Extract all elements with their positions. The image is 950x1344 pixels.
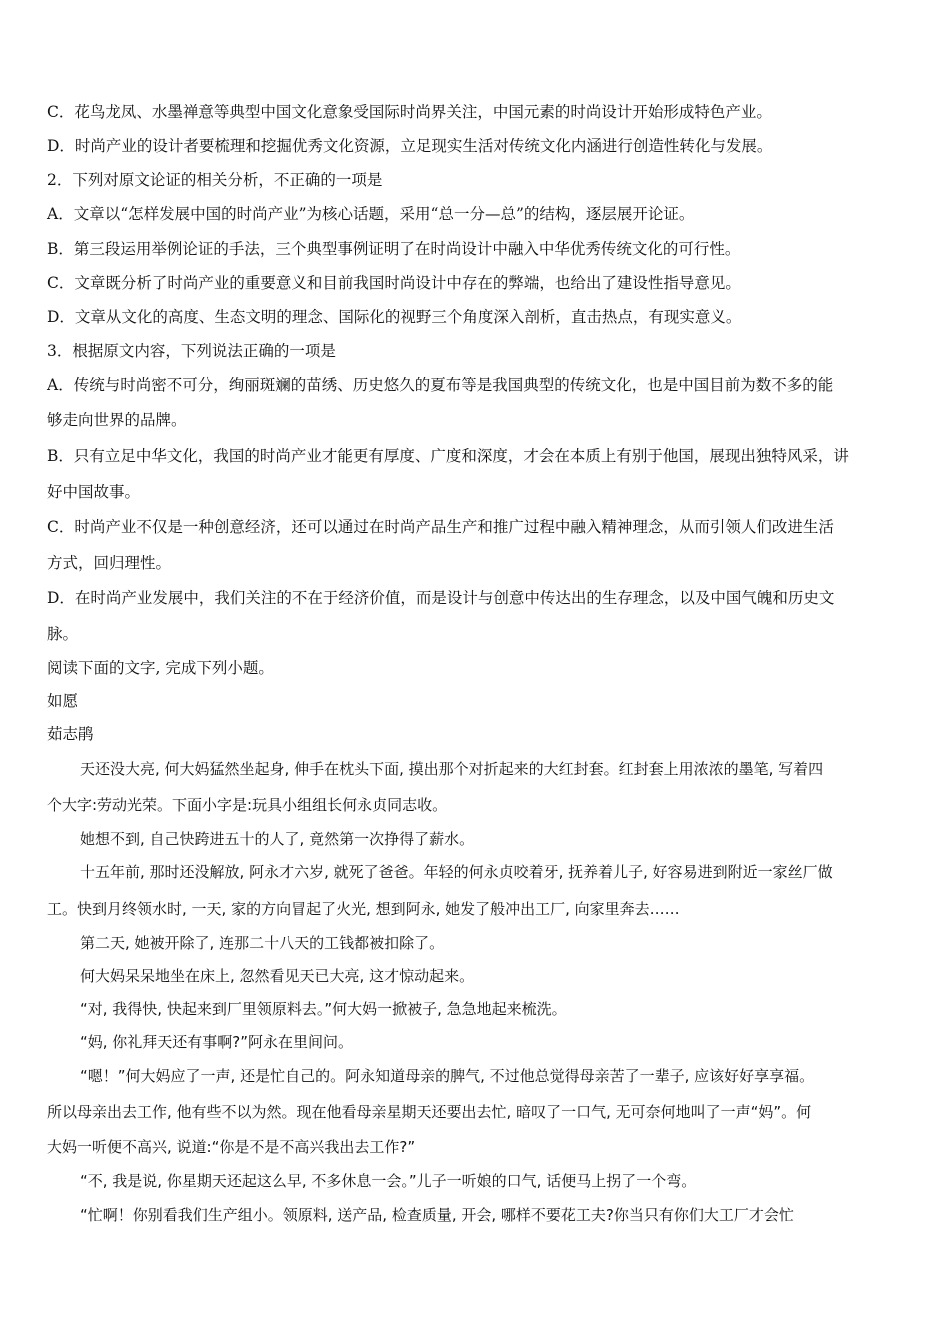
q1-option-c: C．花鸟龙凤、水墨禅意等典型中国文化意象受国际时尚界关注，中国元素的时尚设计开始形成特色产业。	[47, 103, 772, 121]
q2-option-b: B．第三段运用举例论证的手法，三个典型事例证明了在时尚设计中融入中华优秀传统文化的可行性。	[47, 240, 741, 258]
story-paragraph-4: 第二天, 她被开除了, 连那二十八天的工钱都被扣除了。	[80, 934, 445, 952]
story-paragraph-3-line2: 工。快到月终领水时, 一天, 家的方向冒起了火光, 想到阿永, 她发了般冲出工厂, 向家里奔去……	[47, 900, 680, 918]
q3-option-b-line1: B．只有立足中华文化，我国的时尚产业才能更有厚度、广度和深度，才会在本质上有别于他国，展现出独特风采，讲	[47, 447, 849, 465]
story-author: 茹志鹃	[47, 725, 94, 743]
q3-stem: 3．根据原文内容，下列说法正确的一项是	[47, 342, 336, 360]
story-paragraph-10: “忙啊！你别看我们生产组小。领原料, 送产品, 检查质量, 开会, 哪样不要花工夫?你当只有你们大工厂才会忙	[80, 1206, 794, 1224]
q2-option-a: A．文章以“怎样发展中国的时尚产业”为核心话题，采用“总一分—总”的结构，逐层展开论证。	[47, 205, 695, 223]
q3-option-a-line2: 够走向世界的品牌。	[47, 411, 187, 429]
q2-stem: 2．下列对原文论证的相关分析，不正确的一项是	[47, 171, 383, 189]
q3-option-d-line1: D．在时尚产业发展中，我们关注的不在于经济价值，而是设计与创意中传达出的生存理念，以及中国气魄和历史文	[47, 589, 835, 607]
story-paragraph-5: 何大妈呆呆地坐在床上, 忽然看见天已大亮, 这才惊动起来。	[80, 967, 475, 985]
story-paragraph-8-line2: 所以母亲出去工作, 他有些不以为然。现在他看母亲星期天还要出去忙, 暗叹了一口气, 无可奈何地叫了一声“妈”。何	[47, 1103, 812, 1121]
q3-option-c-line2: 方式，回归理性。	[47, 554, 172, 572]
story-paragraph-3-line1: 十五年前, 那时还没解放, 阿永才六岁, 就死了爸爸。年轻的何永贞咬着牙, 抚养着儿子, 好容易进到附近一家丝厂做	[80, 863, 833, 881]
story-paragraph-1-line2: 个大字:劳动光荣。下面小字是:玩具小组组长何永贞同志收。	[47, 796, 448, 814]
q3-option-a-line1: A．传统与时尚密不可分，绚丽斑斓的苗绣、历史悠久的夏布等是我国典型的传统文化，也是中国目前为数不多的能	[47, 376, 834, 394]
story-paragraph-9: “不, 我是说, 你星期天还起这么早, 不多休息一会。”儿子一听娘的口气, 话便马上拐了一个弯。	[80, 1172, 697, 1190]
story-paragraph-8-line1: “嗯！”何大妈应了一声, 还是忙自己的。阿永知道母亲的脾气, 不过他总觉得母亲苦了一辈子, 应该好好享享福。	[80, 1067, 815, 1085]
q3-option-b-line2: 好中国故事。	[47, 483, 141, 501]
q2-option-d: D．文章从文化的高度、生态文明的理念、国际化的视野三个角度深入剖析，直击热点，有现实意义。	[47, 308, 742, 326]
q3-option-d-line2: 脉。	[47, 625, 79, 643]
story-paragraph-2: 她想不到, 自己快跨进五十的人了, 竟然第一次挣得了薪水。	[80, 830, 475, 848]
q2-option-c: C．文章既分析了时尚产业的重要意义和目前我国时尚设计中存在的弊端，也给出了建设性指导意见。	[47, 274, 741, 292]
reading-instruction: 阅读下面的文字, 完成下列小题。	[47, 659, 274, 677]
story-paragraph-1-line1: 天还没大亮, 何大妈猛然坐起身, 伸手在枕头下面, 摸出那个对折起来的大红封套。红封套上用浓浓的墨笔, 写着四	[80, 760, 824, 778]
story-paragraph-7: “妈, 你礼拜天还有事啊?”阿永在里间问。	[80, 1033, 354, 1051]
story-title: 如愿	[47, 692, 79, 710]
q3-option-c-line1: C．时尚产业不仅是一种创意经济，还可以通过在时尚产品生产和推广过程中融入精神理念，从而引领人们改进生活	[47, 518, 834, 536]
story-paragraph-8-line3: 大妈一听便不高兴, 说道:“你是不是不高兴我出去工作?”	[47, 1138, 416, 1156]
q1-option-d: D．时尚产业的设计者要梳理和挖掘优秀文化资源，立足现实生活对传统文化内涵进行创造性转化与发展。	[47, 137, 773, 155]
story-paragraph-6: “对, 我得快, 快起来到厂里领原料去。”何大妈一掀被子, 急急地起来梳洗。	[80, 1000, 567, 1018]
